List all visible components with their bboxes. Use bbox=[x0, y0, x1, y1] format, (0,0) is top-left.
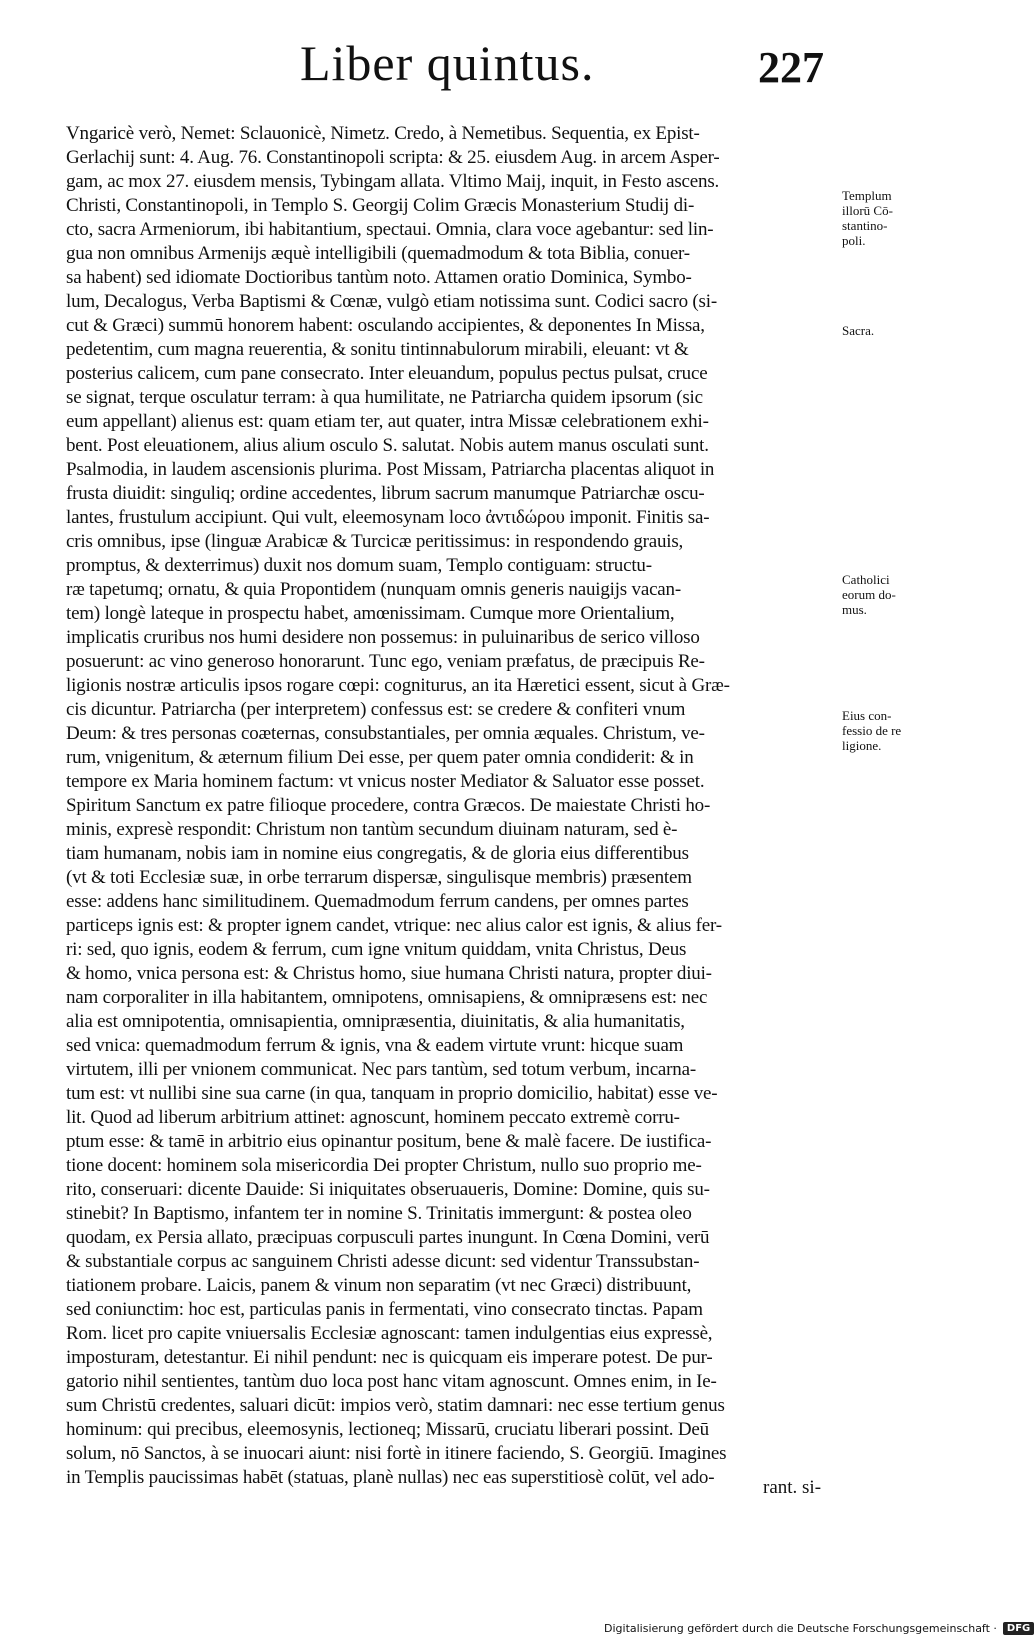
text-line: lantes, frustulum accipiunt. Qui vult, eleemosynam loco ἀντιδώρου imponit. Finitis sa- bbox=[66, 507, 710, 528]
text-line: virtutem, illi per vnionem communicat. Nec pars tantùm, sed totum verbum, incarna- bbox=[66, 1059, 696, 1080]
text-line: pedetentim, cum magna reuerentia, & sonitu tintinnabulorum mirabili, eleuant: vt & bbox=[66, 339, 689, 360]
text-line: sum Christū credentes, saluari dicūt: impios verò, statim damnari: nec esse tertium genus bbox=[66, 1395, 725, 1416]
text-line: particeps ignis est: & propter ignem candet, vtrique: nec alius calor est ignis, & alius fer- bbox=[66, 915, 722, 936]
marginal-note-line: Templum bbox=[842, 188, 892, 203]
text-line: ptum esse: & tamē in arbitrio eius opinantur positum, bene & malè facere. De iustifica- bbox=[66, 1131, 712, 1152]
text-line: posterius calicem, cum pane consecrato. Inter eleuandum, populus pectus pulsat, cruce bbox=[66, 363, 708, 384]
text-line: Deum: & tres personas coæternas, consubstantiales, per omnia æquales. Christum, ve- bbox=[66, 723, 705, 744]
dfg-logo: DFG bbox=[1003, 1622, 1034, 1635]
text-line: gua non omnibus Armenijs æquè intelligibili (quemadmodum & tota Biblia, conuer- bbox=[66, 243, 690, 264]
text-line: tione docent: hominem sola misericordia Dei propter Christum, nullo suo proprio me- bbox=[66, 1155, 702, 1176]
text-line: ri: sed, quo ignis, eodem & ferrum, cum igne vnitum quiddam, vnita Christus, Deus bbox=[66, 939, 687, 960]
running-title: Liber quintus. bbox=[300, 35, 595, 91]
marginal-note-line: Eius con- bbox=[842, 708, 892, 723]
text-line: cis dicuntur. Patriarcha (per interpretem) confessus est: se credere & confiteri vnum bbox=[66, 699, 686, 720]
marginal-note-line: Catholici bbox=[842, 572, 890, 587]
text-line: rum, vnigenitum, & æternum filium Dei esse, per quem pater omnia condiderit: & in bbox=[66, 747, 694, 768]
text-line: Gerlachij sunt: 4. Aug. 76. Constantinopoli scripta: & 25. eiusdem Aug. in arcem Asper- bbox=[66, 147, 720, 168]
text-line: hominum: qui precibus, eleemosynis, lectioneq; Missarū, cruciatu liberari possint. Deū bbox=[66, 1419, 709, 1440]
digitization-credit bbox=[604, 1619, 1034, 1637]
marginal-note-templum bbox=[842, 188, 954, 248]
page-number: 227 bbox=[758, 43, 824, 92]
text-line: solum, nō Sanctos, à se inuocari aiunt: nisi fortè in itinere faciendo, S. Georgiū. Imagines bbox=[66, 1443, 727, 1464]
text-line: Christi, Constantinopoli, in Templo S. Georgij Colim Græcis Monasterium Studij di- bbox=[66, 195, 695, 216]
text-line: lit. Quod ad liberum arbitrium attinet: agnoscunt, hominem peccato extremè corru- bbox=[66, 1107, 680, 1128]
text-line: nam corporaliter in illa habitantem, omnipotens, omnisapiens, & omnipræsens est: nec bbox=[66, 987, 708, 1008]
text-line: implicatis cruribus nos humi desidere non possemus: in puluinaribus de serico villoso bbox=[66, 627, 700, 648]
text-line: rito, conseruari: dicente Dauide: Si iniquitates obseruaueris, Domine: Domine, quis su- bbox=[66, 1179, 710, 1200]
text-line: minis, expresè respondit: Christum non tantùm secundum diuinam naturam, sed è- bbox=[66, 819, 678, 840]
marginal-note-line: mus. bbox=[842, 602, 867, 617]
text-line: tempore ex Maria hominem factum: vt vnicus noster Mediator & Saluator esse posset. bbox=[66, 771, 705, 792]
text-line: ligionis nostræ articulis ipsos rogare cœpi: cogniturus, an ita Hæretici essent, sicut à Græ- bbox=[66, 675, 730, 696]
text-line: se signat, terque osculatur terram: à qua humilitate, ne Patriarcha quidem ipsorum (sic bbox=[66, 387, 703, 408]
body-text bbox=[66, 122, 826, 1490]
text-line: quodam, ex Persia allato, præcipuas corpusculi partes inungunt. In Cœna Domini, verū bbox=[66, 1227, 710, 1248]
text-line: Rom. licet pro capite vniuersalis Ecclesiæ agnoscant: tamen indulgentias eius expressè, bbox=[66, 1323, 713, 1344]
text-line: Vngaricè verò, Nemet: Sclauonicè, Nimetz. Credo, à Nemetibus. Sequentia, ex Epist- bbox=[66, 123, 700, 144]
marginal-note-line: eorum do- bbox=[842, 587, 896, 602]
marginal-note-catholici bbox=[842, 572, 954, 617]
text-line: (vt & toti Ecclesiæ suæ, in orbe terrarum dispersæ, singulisque membris) præsentem bbox=[66, 867, 692, 888]
text-line: gatorio nihil sentientes, tantùm duo loca post hanc vitam agnoscunt. Omnes enim, in Ie- bbox=[66, 1371, 717, 1392]
text-line: stinebit? In Baptismo, infantem ter in nomine S. Trinitatis immergunt: & postea oleo bbox=[66, 1203, 692, 1224]
text-line: alia est omnipotentia, omnisapientia, omnipræsentia, diuinitatis, & alia humanitatis, bbox=[66, 1011, 685, 1032]
text-line: eum appellant) alienus est: quam etiam ter, aut quater, intra Missæ celebrationem exhi- bbox=[66, 411, 709, 432]
text-line: frusta diuidit: singuliq; ordine accedentes, librum sacrum manumque Patriarchæ oscu- bbox=[66, 483, 705, 504]
text-line: tiationem probare. Laicis, panem & vinum non separatim (vt nec Græci) distribuunt, bbox=[66, 1275, 692, 1296]
marginal-note-sacra bbox=[842, 323, 954, 338]
marginal-note-line: stantino- bbox=[842, 218, 888, 233]
text-line: cut & Græci) summū honorem habent: osculando accipientes, & deponentes In Missa, bbox=[66, 315, 705, 336]
text-line: esse: addens hanc similitudinem. Quemadmodum ferrum candens, per omnes partes bbox=[66, 891, 689, 912]
marginal-note-line: illorū Cō- bbox=[842, 203, 893, 218]
text-line: ræ tapetumq; ornatu, & quia Propontidem (nunquam omnis generis nauigijs vacan- bbox=[66, 579, 681, 600]
text-line: sa habent) sed idiomate Doctioribus tantùm noto. Attamen oratio Dominica, Symbo- bbox=[66, 267, 692, 288]
catchword: rant. si- bbox=[763, 1477, 822, 1498]
marginal-note-line: ligione. bbox=[842, 738, 882, 753]
text-line: & substantiale corpus ac sanguinem Christi adesse dicunt: sed videntur Transsubstan- bbox=[66, 1251, 700, 1272]
marginal-note-line: poli. bbox=[842, 233, 866, 248]
text-line: cto, sacra Armeniorum, ibi habitantium, spectaui. Omnia, clara voce agebantur: sed lin- bbox=[66, 219, 714, 240]
text-line: Psalmodia, in laudem ascensionis plurima. Post Missam, Patriarcha placentas aliquot in bbox=[66, 459, 715, 480]
text-line: tem) longè lateque in prospectu habet, amœnissimam. Cumque more Orientalium, bbox=[66, 603, 675, 624]
text-line: sed coniunctim: hoc est, particulas panis in fermentati, vino consecrato tinctas. Papam bbox=[66, 1299, 703, 1320]
marginal-note-line: fessio de re bbox=[842, 723, 902, 738]
text-line: in Templis paucissimas habēt (statuas, planè nullas) nec eas superstitiosè colūt, vel ado- bbox=[66, 1467, 715, 1488]
text-line: posuerunt: ac vino generoso honorarunt. Tunc ego, veniam præfatus, de præcipuis Re- bbox=[66, 651, 705, 672]
marginal-note-line: Sacra. bbox=[842, 323, 875, 338]
text-line: cris omnibus, ipse (linguæ Arabicæ & Turcicæ peritissimus: in respondendo grauis, bbox=[66, 531, 684, 552]
text-line: gam, ac mox 27. eiusdem mensis, Tybingam allata. Vltimo Maij, inquit, in Festo ascens. bbox=[66, 171, 720, 192]
text-line: promptus, & dexterrimus) duxit nos domum suam, Templo contiguam: structu- bbox=[66, 555, 652, 576]
text-line: sed vnica: quemadmodum ferrum & ignis, vna & eadem virtute vrunt: hicque suam bbox=[66, 1035, 684, 1056]
digitization-credit-text: Digitalisierung gefördert durch die Deutsche Forschungsgemeinschaft · bbox=[604, 1621, 997, 1635]
text-line: & homo, vnica persona est: & Christus homo, siue humana Christi natura, propter diui- bbox=[66, 963, 712, 984]
text-line: bent. Post eleuationem, alius alium osculo S. salutat. Nobis autem manus osculati sunt. bbox=[66, 435, 709, 456]
marginal-note-confessio bbox=[842, 708, 954, 753]
text-line: tum est: vt nullibi sine sua carne (in qua, tanquam in proprio domicilio, habitat) esse ve- bbox=[66, 1083, 718, 1104]
text-line: lum, Decalogus, Verba Baptismi & Cœnæ, vulgò etiam notissima sunt. Codici sacro (si- bbox=[66, 291, 717, 312]
text-line: Spiritum Sanctum ex patre filioque procedere, contra Græcos. De maiestate Christi ho- bbox=[66, 795, 711, 816]
text-line: imposturam, detestantur. Ei nihil pendunt: nec is quicquam eis imperare potest. De pur- bbox=[66, 1347, 713, 1368]
text-line: tiam humanam, nobis iam in nomine eius congregatis, & de gloria eius differentibus bbox=[66, 843, 689, 864]
